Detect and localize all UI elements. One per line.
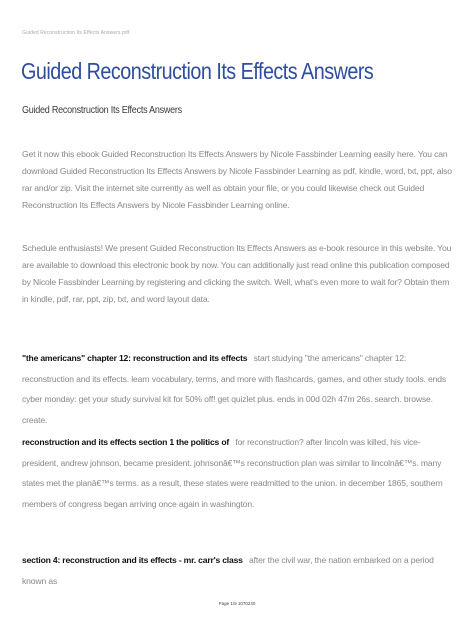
page-footer <box>0 601 474 606</box>
page-code: 1070240 <box>237 601 256 606</box>
page-subtitle: Guided Reconstruction Its Effects Answers <box>22 104 182 116</box>
result-snippet: after the civil war, the nation embarked on a period known as <box>22 555 434 586</box>
description-paragraph: Schedule enthusiasts! We present Guided Reconstruction Its Effects Answers as e-book resource in this website. You are available to download this electronic book by now. You can additionally just read online this publication composed by Nicole Fassbinder Learning by registering and clicking the switch. Well, what's even more to wait for? Obtain them in kindle, pdf, rar, ppt, zip, txt, and word layout data. <box>22 243 452 304</box>
search-result <box>22 432 452 514</box>
result-title[interactable]: section 4: reconstruction and its effects - mr. carr's class <box>22 555 243 565</box>
result-title[interactable]: reconstruction and its effects section 1 the politics of <box>22 437 230 447</box>
search-result <box>22 348 452 430</box>
intro-paragraph: Get it now this ebook Guided Reconstruction Its Effects Answers by Nicole Fassbinder Learning easily here. You can download Guided Reconstruction Its Effects Answers by Nicole Fassbinder Learning as pdf, kindle, word, txt, ppt, also rar and/or zip. Visit the internet site currently as well as obtain your file, or you could likewise check out Guided Reconstruction Its Effects Answers by Nicole Fassbinder Learning online. <box>22 149 452 210</box>
search-result <box>22 550 452 591</box>
page-number: Page 1/9 <box>218 601 237 606</box>
page-title: Guided Reconstruction Its Effects Answers <box>21 58 374 84</box>
result-snippet: start studying "the americans" chapter 12: reconstruction and its effects. learn vocabulary, terms, and more with flashcards, games, and other study tools. ends cyber monday: get your study survival kit for 50% off! get quizlet plus. ends in 00d 02h 47m 26s. search. browse. create. <box>22 353 446 425</box>
result-title[interactable]: "the americans" chapter 12: reconstruction and its effects <box>22 353 248 363</box>
result-snippet: for reconstruction? after lincoln was killed, his vice-president, andrew johnson, became president. johnsonâ€™s reconstruction plan was similar to lincolnâ€™s. many states met the planâ€™s terms. as a result, these states were readmitted to the union. in december 1865, southern members of congress began arriving once again in washington. <box>22 437 443 509</box>
file-header: Guided Reconstruction Its Effects Answers.pdf <box>22 30 130 36</box>
